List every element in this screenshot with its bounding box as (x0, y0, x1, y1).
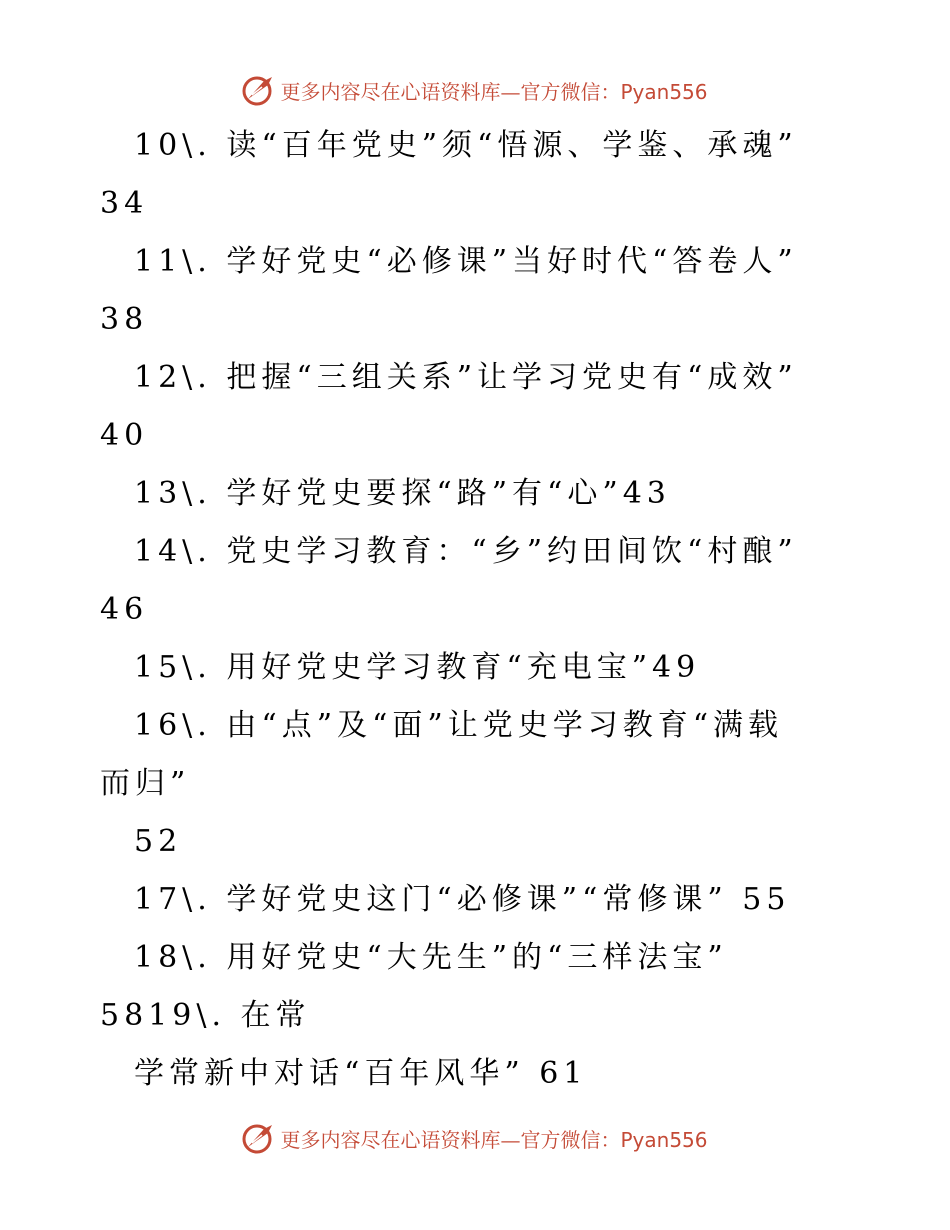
watermark-text: 更多内容尽在心语资料库—官方微信：Pyan556 (280, 79, 708, 104)
toc-page-number: 52 (134, 824, 183, 859)
toc-page-number: 46 (100, 592, 149, 627)
toc-entry-16-continued: 而归” (100, 766, 191, 801)
watermark-text: 更多内容尽在心语资料库—官方微信：Pyan556 (280, 1127, 708, 1152)
toc-page-number: 40 (100, 418, 149, 453)
toc-entry-18: 18\. 用好党史“大先生”的“三样法宝” (134, 940, 728, 975)
toc-entry-19-continued: 学常新中对话“百年风华” 61 (134, 1056, 588, 1091)
toc-entry-15: 15\. 用好党史学习教育“充电宝”49 (134, 650, 701, 685)
toc-entry-13: 13\. 学好党史要探“路”有“心”43 (134, 476, 671, 511)
toc-entry-10: 10\. 读“百年党史”须“悟源、学鉴、承魂” (134, 128, 798, 163)
toc-page-number: 38 (100, 302, 149, 337)
watermark-header (0, 70, 950, 110)
watermark-footer (0, 1118, 950, 1158)
toc-entry-19: 5819\. 在常 (100, 998, 311, 1033)
toc-entry-17: 17\. 学好党史这门“必修课”“常修课” 55 (134, 882, 791, 917)
quill-logo-icon (242, 1121, 276, 1155)
toc-entry-11: 11\. 学好党史“必修课”当好时代“答卷人” (134, 244, 798, 279)
toc-entry-14: 14\. 党史学习教育：“乡”约田间饮“村酿” (134, 534, 798, 569)
toc-entry-12: 12\. 把握“三组关系”让学习党史有“成效” (134, 360, 798, 395)
toc-entry-16: 16\. 由“点”及“面”让党史学习教育“满载 (134, 708, 784, 743)
quill-logo-icon (242, 73, 276, 107)
toc-page-number: 34 (100, 186, 149, 221)
